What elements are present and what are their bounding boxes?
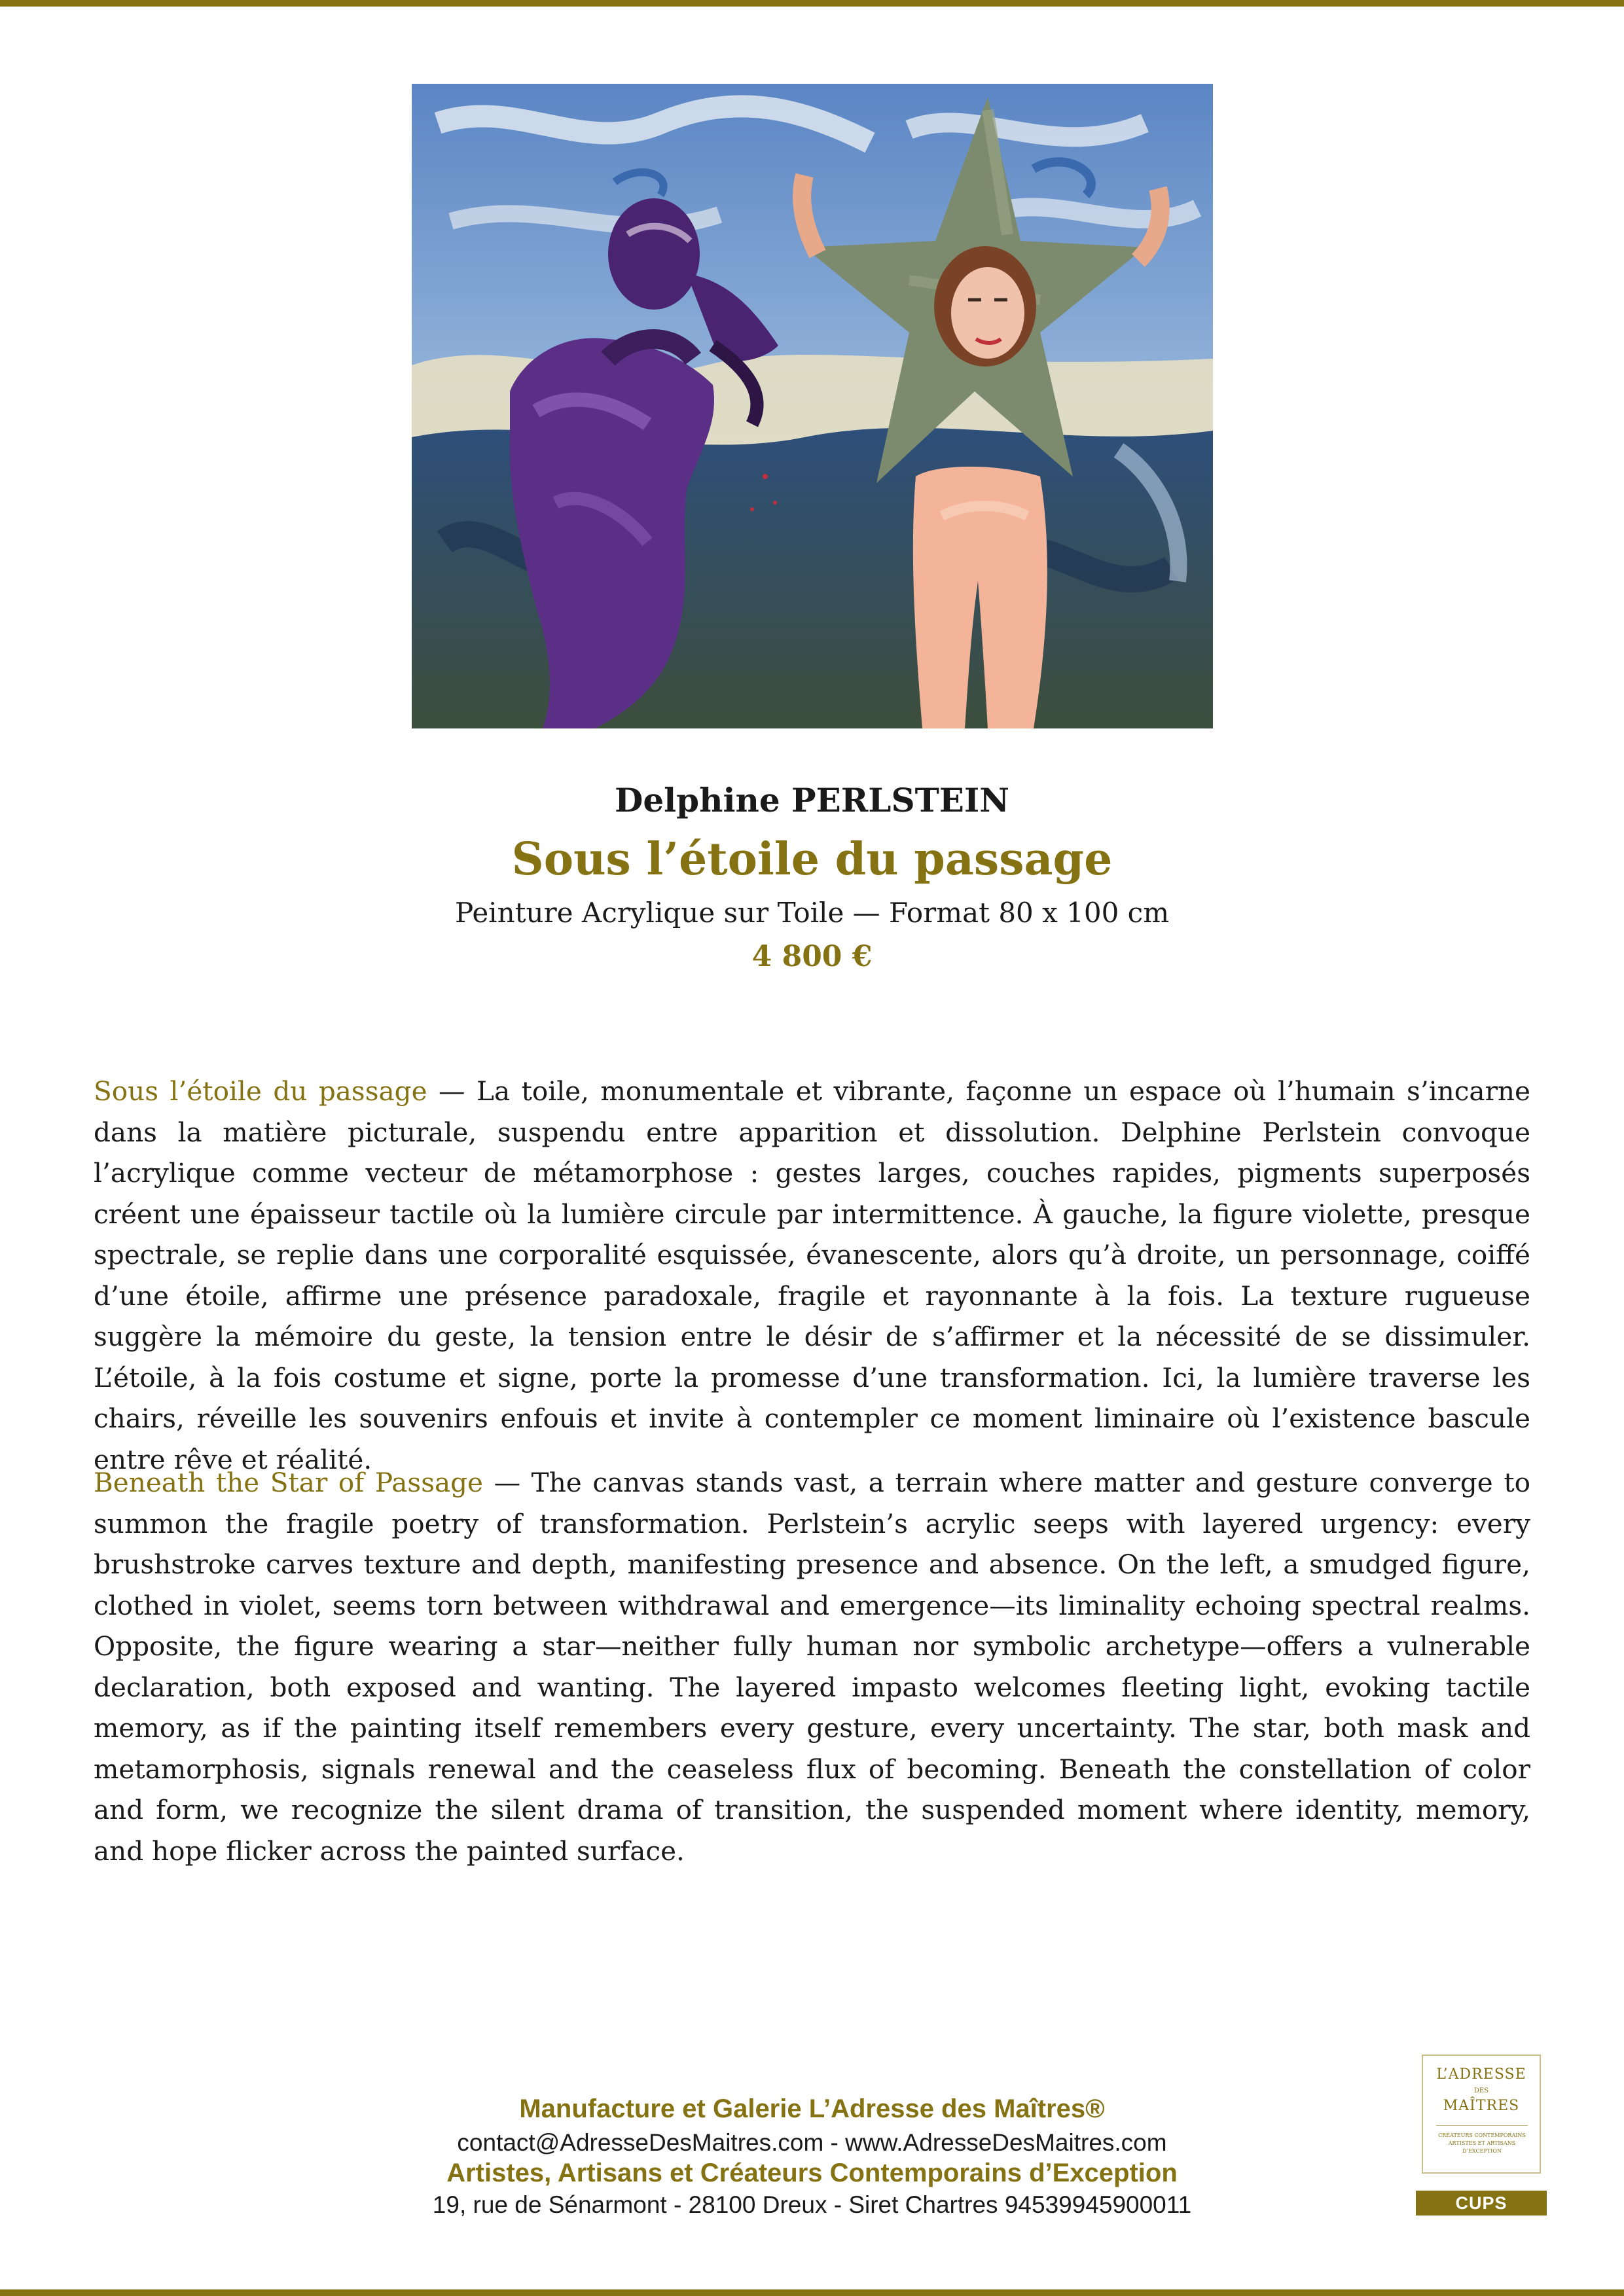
footer-tagline: Artistes, Artisans et Créateurs Contemporains d’Exception — [446, 2159, 1178, 2187]
logo-line-2: DES — [1473, 2087, 1489, 2094]
artwork-title: Sous l’étoile du passage — [511, 833, 1113, 886]
logo-line-1: L’ADRESSE — [1436, 2066, 1526, 2083]
description-french-text: — La toile, monumentale et vibrante, façonne un espace où l’humain s’incarne dans la matière picturale, suspendu entre apparition et dissolution. Delphine Perlstein convoque l’acrylique comme vecteur de métamorphose : gestes larges, couches rapides, pigments superposés créent une épaisseur tactile où la lumière circule par intermittence. À gauche, la figure violette, presque spectrale, se replie dans une corporalité esquissée, évanescente, alors qu’à droite, un personnage, coiffé d’une étoile, affirme une présence paradoxale, fragile et rayonnante à la fois. La texture rugueuse suggère la mémoire du geste, la tension entre le désir de s’affirmer et la nécessité de se dissimuler. L’étoile, à la fois costume et signe, porte la promesse d’une transformation. Ici, la lumière traverse les chairs, réveille les souvenirs enfouis et invite à contempler ce moment liminaire où l’existence bascule entre rêve et réalité. — [94, 1075, 1530, 1475]
logo-divider — [1436, 2125, 1528, 2126]
painting-illustration — [412, 84, 1213, 728]
description-french-lead: Sous l’étoile du passage — [94, 1075, 427, 1107]
description-english — [94, 1462, 1530, 1871]
gallery-logo — [1422, 2054, 1541, 2174]
description-french — [94, 1071, 1530, 1480]
footer-contact: contact@AdresseDesMaitres.com - www.AdresseDesMaitres.com — [457, 2129, 1167, 2156]
cups-badge: CUPS — [1416, 2191, 1547, 2215]
footer-gallery-name: Manufacture et Galerie L’Adresse des Maîtres® — [519, 2094, 1105, 2123]
artwork-price: 4 800 € — [751, 940, 873, 973]
top-border-rule — [0, 0, 1624, 7]
bottom-border-rule — [0, 2289, 1624, 2296]
painting-image — [412, 84, 1213, 728]
description-english-text: — The canvas stands vast, a terrain where matter and gesture converge to summon the fragile poetry of transformation. Perlstein’s acrylic seeps with layered urgency: every brushstroke carves texture and depth, manifesting presence and absence. On the left, a smudged figure, clothed in violet, seems torn between withdrawal and emergence—its liminality echoing spectral realms. Opposite, the figure wearing a star—neither fully human nor symbolic archetype—offers a vulnerable declaration, both exposed and wanting. The layered impasto welcomes fleeting light, evoking tactile memory, as if the painting itself remembers every gesture, every uncertainty. The star, both mask and metamorphosis, signals renewal and the ceaseless flux of becoming. Beneath the constellation of color and form, we recognize the silent drama of transition, the suspended moment where identity, memory, and hope flicker across the painted surface. — [94, 1467, 1530, 1867]
logo-line-4: CRÉATEURS CONTEMPORAINS ARTISTES ET ARTISANS D’EXCEPTION — [1438, 2132, 1526, 2154]
description-english-lead: Beneath the Star of Passage — [94, 1467, 484, 1498]
artwork-medium: Peinture Acrylique sur Toile — Format 80 x 100 cm — [454, 897, 1170, 929]
artist-name: Delphine PERLSTEIN — [615, 781, 1009, 819]
footer-address: 19, rue de Sénarmont - 28100 Dreux - Siret Chartres 94539945900011 — [432, 2191, 1192, 2218]
logo-line-3: MAÎTRES — [1443, 2098, 1520, 2114]
